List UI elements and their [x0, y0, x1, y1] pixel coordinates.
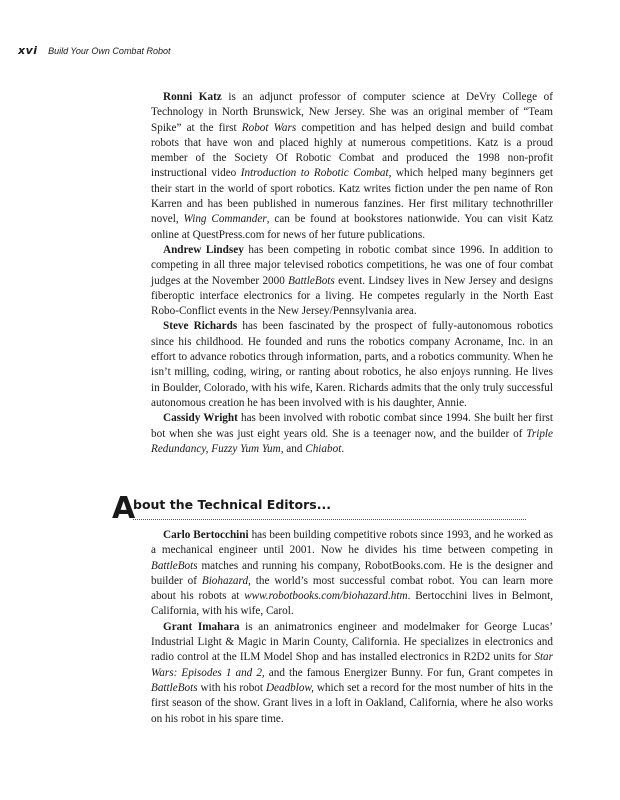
italic-title: www.robotbooks.com/biohazard.htm: [244, 590, 408, 603]
bio-text: and the famous Energizer Bunny. For fun, Grant competes in: [264, 666, 553, 679]
bio-text: has been involved with robotic combat since 1994. She built her first bot when she was just eight years old. She is a teenager now, and the builder of: [151, 412, 554, 440]
bio-text: which set a record for the most number of hits in the first season of the show. Grant lives in a loft in Oakland, California, where he also works on his robot in his spare time.: [151, 681, 553, 725]
contributor-bio: [151, 243, 553, 319]
editor-bio: [151, 528, 553, 620]
italic-title: BattleBots: [151, 559, 198, 572]
person-name: Steve Richards: [163, 320, 238, 333]
bio-text: has been fascinated by the prospect of fully-autonomous robotics since his childhood. He founded and runs the robotics company Acroname, Inc. in an effort to advance robotics through information, parts, and a robotics community. When he isn’t milling, coding, wiring, or ranting about robotics, he also enjoys running. He lives in Boulder, Colorado, with his wife, Karen. Richards admits that the only truly successful autonomous creation he has been involved with is his daughter, Annie.: [151, 320, 554, 409]
section-initial: A: [112, 491, 136, 526]
bio-text: with his robot: [197, 681, 266, 694]
person-name: Grant Imahara: [163, 620, 240, 633]
bio-text: is an animatronics engineer and modelmaker for George Lucas’ Industrial Light & Magic in Marin County, California. He specializes in electronics and radio control at the ILM Model Shop and has installed electronics in R2D2 units for: [151, 620, 553, 664]
technical-editor-bios: [151, 528, 553, 727]
contributor-bio: [151, 319, 553, 411]
bio-text: .: [341, 442, 345, 455]
dotted-rule: [133, 519, 526, 520]
bio-text: . Bertocchini lives in Belmont, California, with his wife, Carol.: [151, 590, 553, 618]
running-head: [18, 44, 170, 57]
bio-text: is an adjunct professor of computer science at DeVry College of Technology in North Brunswick, New Jersey. She was an original member of “Team Spike” at the first: [151, 91, 553, 134]
italic-title: Chiabot: [305, 442, 342, 455]
editor-bio: [151, 620, 553, 727]
italic-title: Triple Redundancy, Fuzzy Yum Yum,: [151, 427, 553, 455]
italic-title: Star Wars: Episodes 1 and 2,: [151, 651, 553, 679]
italic-title: BattleBots: [151, 681, 198, 694]
bio-text: , the world’s most successful combat robot. You can learn more about his robots at: [151, 574, 553, 603]
bio-text: has been building competitive robots since 1993, and he worked as a mechanical engineer until 2001. Now he divides his time between competing in: [151, 529, 553, 557]
bio-text: matches and running his company, RobotBooks.com. He is the designer and builder of: [151, 559, 553, 587]
page-number: xvi: [18, 44, 38, 57]
book-title: Build Your Own Combat Robot: [48, 46, 171, 56]
person-name: Andrew Lindsey: [163, 243, 244, 256]
section-title: bout the Technical Editors...: [133, 497, 331, 512]
bio-text: and: [283, 442, 306, 455]
italic-title: Deadblow,: [265, 681, 314, 694]
italic-title: BattleBots: [288, 274, 335, 287]
italic-title: Biohazard: [201, 574, 249, 587]
bio-text: , can be found at bookstores nationwide. You can visit Katz online at QuestPress.com for news of her future publications.: [151, 213, 554, 241]
italic-title: Robot Wars: [241, 121, 297, 134]
person-name: Ronni Katz: [163, 91, 222, 103]
bio-text: has been competing in robotic combat since 1996. In addition to competing in all three major televised robotics competitions, he was one of four combat judges at the November 2000: [151, 243, 554, 287]
bio-text: competition and has helped design and build combat robots that have won and placed highly at numerous competitions. Katz is a proud member of the Society Of Robotic Combat and produced the 1998 non-profit instructional video: [151, 121, 553, 180]
contributor-bio: [151, 411, 553, 457]
bio-text: event. Lindsey lives in New Jersey and designs fiberoptic interface electronics for a living. He competes regularly in the North East Robo-Conflict events in the New Jersey/Pennsylvania area.: [151, 274, 553, 318]
contributor-bios: [151, 90, 553, 457]
person-name: Carlo Bertocchini: [163, 529, 249, 541]
person-name: Cassidy Wright: [163, 412, 238, 425]
bio-text: which helped many beginners get their start in the world of sport robotics. Katz writes fiction under the pen name of Ron Karren and has been published in numerous fanzines. Her first military technothriller novel,: [151, 167, 553, 226]
section-heading: [112, 491, 526, 526]
italic-title: Introduction to Robotic Combat,: [240, 167, 392, 180]
italic-title: Wing Commander: [183, 213, 267, 226]
contributor-bio: [151, 90, 553, 243]
